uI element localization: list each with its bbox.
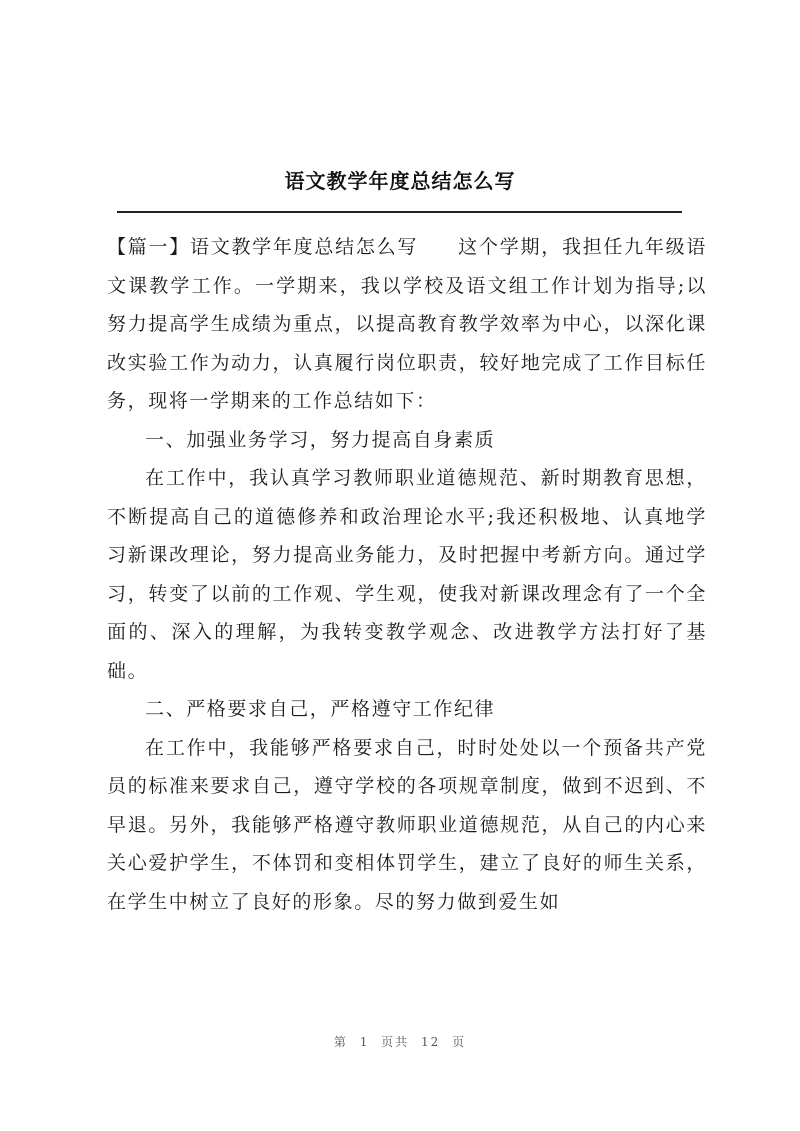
title-divider [117, 211, 682, 213]
paragraph: 在工作中，我能够严格要求自己，时时处处以一个预备共产党员的标准来要求自己，遵守学校的各项规章制度，做到不迟到、不早退。另外，我能够严格遵守教师职业道德规范，从自己的内心来关心爱护学生，不体罚和变相体罚学生，建立了良好的师生关系，在学生中树立了良好的形象。尽的努力做到爱生如 [107, 736, 707, 913]
section-heading: 一、加强业务学习，努力提高自身素质 [145, 428, 496, 451]
document-body [107, 228, 707, 921]
paragraph-text: 这个学期，我担任九年级语文课教学工作。一学期来，我以学校及语文组工作计划为指导;以努力提高学生成绩为重点，以提高教育教学效率为中心，以深化课改实验工作为动力，认真履行岗位职责，较好地完成了工作目标任务，现将一学期来的工作总结如下： [107, 236, 707, 412]
section-heading: 二、严格要求自己，严格遵守工作纪律 [145, 698, 496, 720]
page-title: 语文教学年度总结怎么写 [284, 169, 516, 193]
paragraph: 在工作中，我认真学习教师职业道德规范、新时期教育思想，不断提高自己的道德修养和政治理论水平;我还积极地、认真地学习新课改理论，努力提高业务能力，及时把握中考新方向。通过学习，转变了以前的工作观、学生观，使我对新课改理念有了一个全面的、深入的理解，为我转变教学观念、改进教学方法打好了基础。 [107, 467, 707, 682]
page-footer: 第 1 页共 12 页 [333, 1035, 467, 1049]
paragraph-intro [107, 228, 707, 421]
section-heading-lead: 【篇一】语文教学年度总结怎么写 [107, 236, 419, 258]
